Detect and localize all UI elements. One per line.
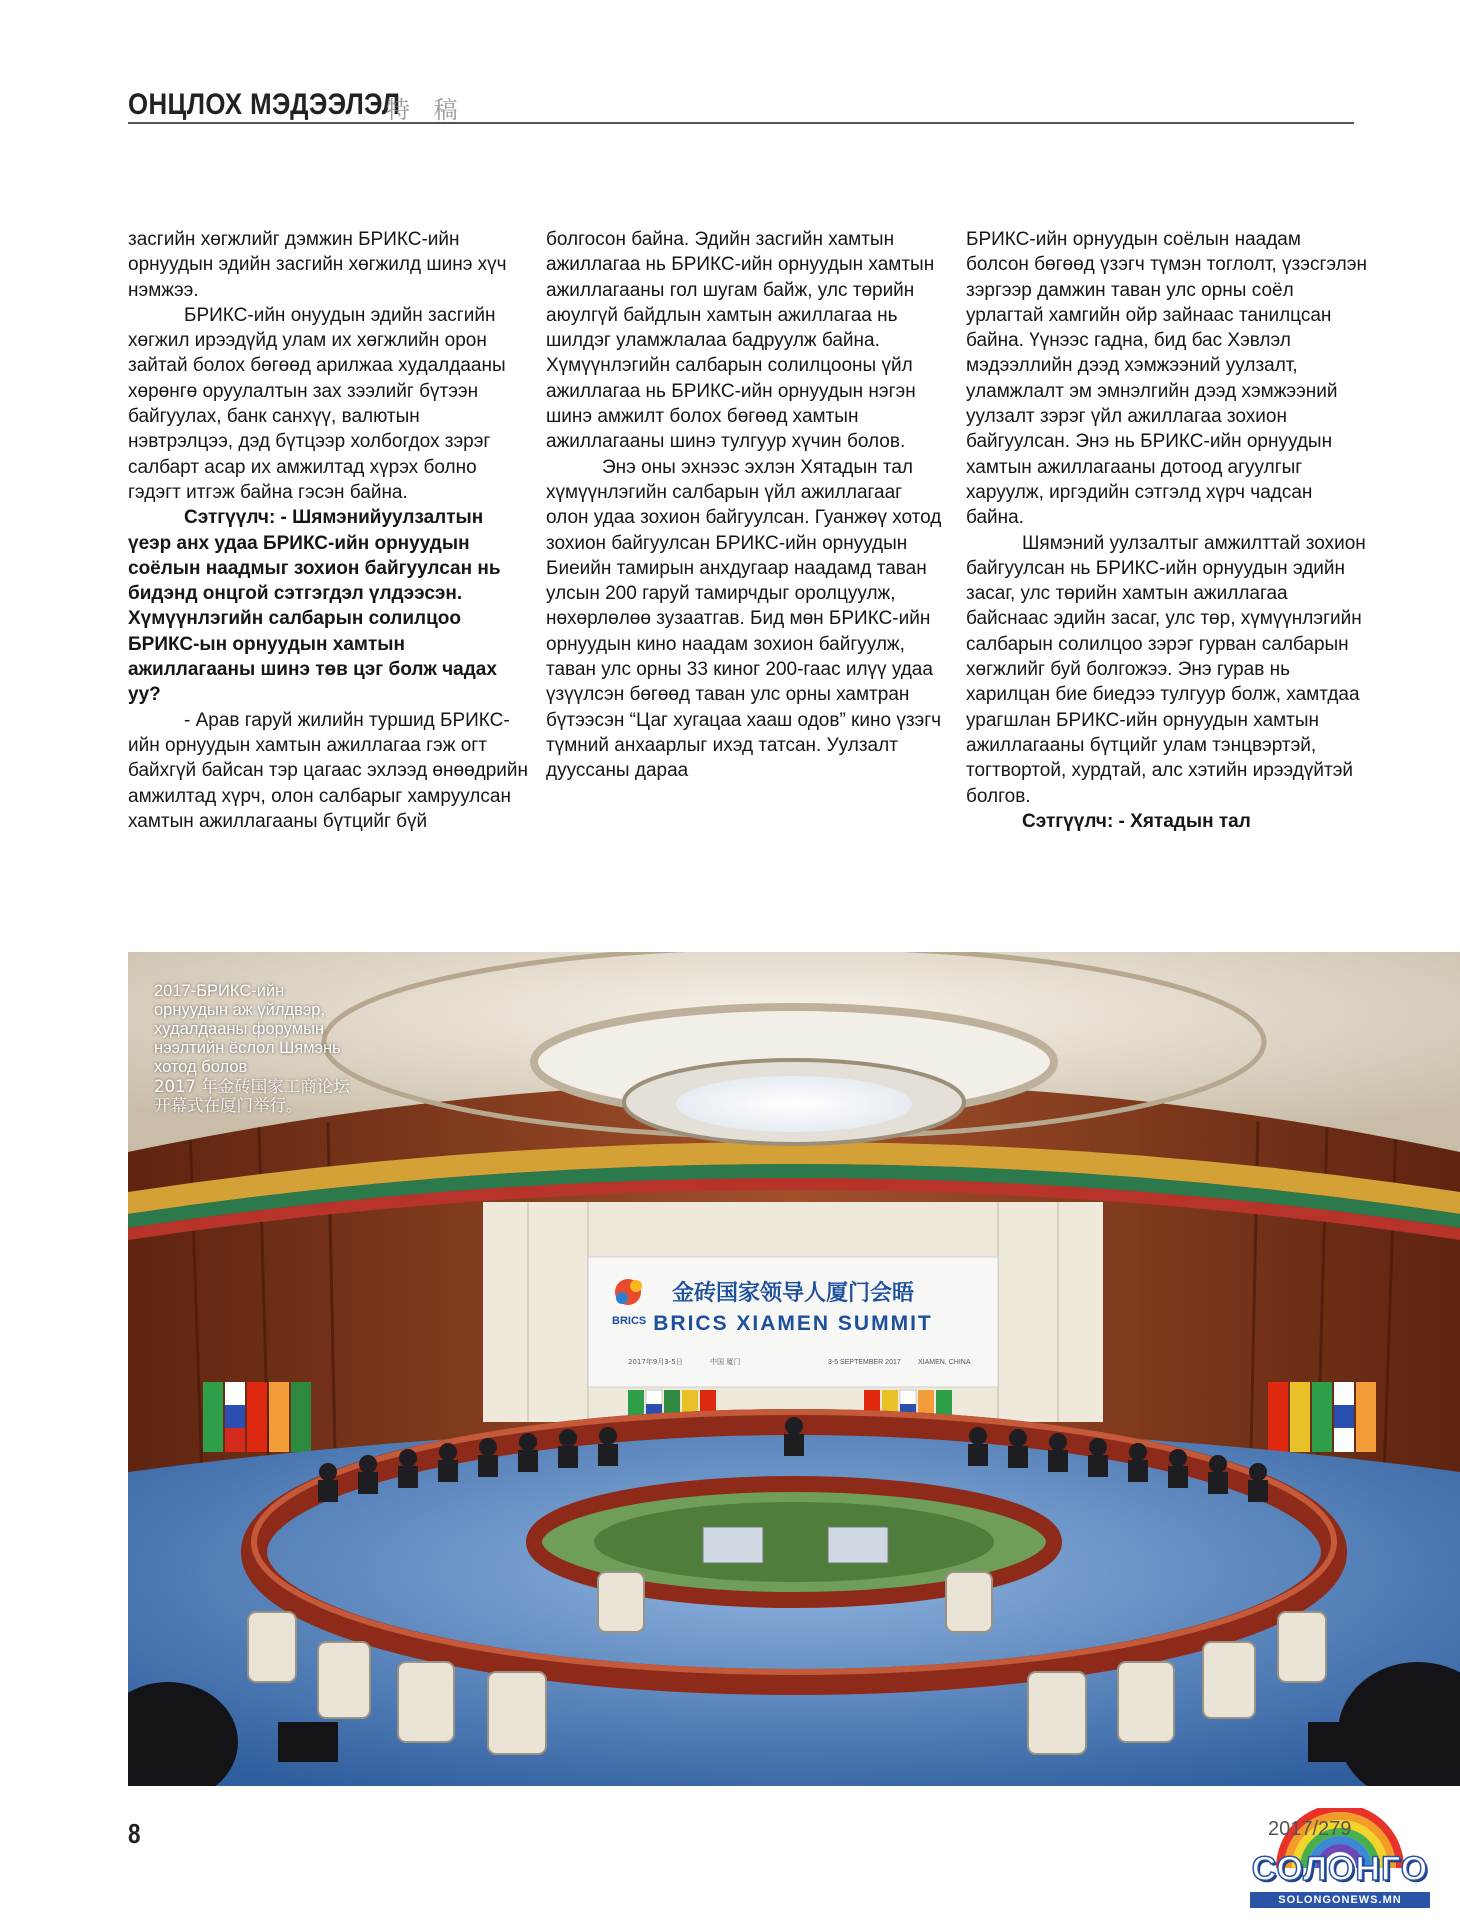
paragraph: БРИКС-ийн орнуудын соёлын наадам болсон бөгөөд үзэгч түмэн тоглолт, үзэсгэлэн зэргээр дамжин таван улс орны соёл урлагтай хамгийн ойр зайнаас танилцсан байна. Үүнээс гадна, бид бас Хэвлэл мэдээллийн дээд хэмжээний уулзалт, уламжлалт эм эмнэлгийн дээд хэмжээний уулзалт зэрэг үйл ажиллагаа зохион байгуулсан. Энэ нь БРИКС-ийн орнуудын хамтын ажиллагааны дотоод агуулгыг харуулж, иргэдийн сэтгэлд хүрч чадсан байна. xyxy=(966,229,1367,529)
section-header xyxy=(128,88,1354,124)
photo-caption-mn xyxy=(154,982,484,1077)
summit-photo xyxy=(128,952,1460,1786)
caption-line: худалдааны форумын xyxy=(154,1020,325,1038)
paragraph: Шямэний уулзалтыг амжилттай зохион байгуулсан нь БРИКС-ийн орнуудын эдийн засаг, улс төрийн хамтын ажиллагаа байснаас эдийн засаг, улс төр, хүмүүнлэгийн салбарын солилцоо зэрэг гурван салбарын хөгжлийг буй болгожээ. Энэ гурав нь харилцан бие биедээ тулгуур болж, хамтдаа урагшлан БРИКС-ийн орнуудын хамтын ажиллагааны бүтцийг улам тэнцвэртэй, тогтвортой, хурдтай, алс хэтийн ирээдүйтэй болгов. xyxy=(966,532,1366,807)
banner-title-en: BRICS XIAMEN SUMMIT xyxy=(653,1312,933,1335)
banner-logo-text: BRICS xyxy=(612,1315,647,1327)
banner-title-cn: 金砖国家领导人厦门会晤 xyxy=(671,1281,915,1306)
page-number: 8 xyxy=(128,1818,141,1849)
photo-caption-cn xyxy=(154,1077,484,1115)
article-column-3 xyxy=(966,227,1368,834)
banner-date-left: 2017年9月3-5日 xyxy=(628,1358,683,1366)
paragraph: Сэтгүүлч: - Хятадын тал xyxy=(1022,810,1251,832)
banner-place-en: XIAMEN, CHINA xyxy=(918,1359,971,1366)
photo-caption xyxy=(154,982,484,1115)
paragraph: засгийн хөгжлийг дэмжин БРИКС-ийн орнуудын эдийн засгийн хөгжилд шинэ хүч нэмжээ. xyxy=(128,229,507,301)
flags-left xyxy=(203,1382,311,1452)
paragraph: БРИКС-ийн онуудын эдийн засгийн хөгжил ирээдүйд улам их хөгжлийн орон зайтай болох бөгөөд арилжаа худалдааны хөрөнгө оруулалтын зах зээлийг бүтээн байгуулах, банк санхүү, валютын нэвтрэлцээ, дэд бүтцээр холбогдох зэрэг салбарт асар их амжилтад хүрэх болно гэдэгт итгэж байна гэсэн байна. xyxy=(128,304,506,503)
logo-url: SOLONGONEWS.MN xyxy=(1250,1892,1430,1908)
paragraph: болгосон байна. Эдийн засгийн хамтын ажиллагаа нь БРИКС-ийн орнуудын хамтын ажиллагааны гол шугам байж, улс төрийн аюулгүй байдлын хамтын ажиллагаа нь шилдэг уламжлалаа бадруулж байна. Хүмүүнлэгийн салбарын солилцооны үйл ажиллагаа нь БРИКС-ийн орнуудын нэгэн шинэ амжилт болох бөгөөд хамтын ажиллагааны шинэ тулгуур хүчин болов. xyxy=(546,229,935,453)
caption-line-cn: 开幕式在厦门举行。 xyxy=(154,1096,303,1115)
flags-right xyxy=(1268,1382,1376,1452)
caption-line: 2017-БРИКС-ийн xyxy=(154,982,285,1000)
article-column-2 xyxy=(546,227,948,784)
caption-line-cn: 2017 年金砖国家工商论坛 xyxy=(154,1077,350,1096)
logo-name: СОЛОНГО xyxy=(1251,1850,1429,1888)
section-title: ОНЦЛОХ МЭДЭЭЛЭЛ xyxy=(128,88,401,121)
banner-date-right: 3-5 SEPTEMBER 2017 xyxy=(828,1359,901,1366)
banner-place-cn: 中国 厦门 xyxy=(710,1358,741,1366)
paragraph: - Арав гаруй жилийн туршид БРИКС-ийн орнуудын хамтын ажиллагаа гэж огт байхгүй байсан тэр цагаас эхлээд өнөөдрийн амжилтад хүрч, олон салбарыг хамруулсан хамтын ажиллагааны бүтцийг бүй xyxy=(128,709,529,832)
caption-line: хотод болов xyxy=(154,1058,248,1076)
article-column-1 xyxy=(128,227,530,834)
issue-number: 2017/279 xyxy=(1268,1818,1352,1840)
caption-line: нээлтийн ёслол Шямэнь xyxy=(154,1039,341,1057)
paragraph: Сэтгүүлч: - Шямэнийуулзалтын үеэр анх удаа БРИКС-ийн орнуудын соёлын наадмыг зохион байгуулсан нь бидэнд онцгой сэтгэгдэл үлдээсэн. Хүмүүнлэгийн салбарын солилцоо БРИКС-ын орнуудын хамтын ажиллагааны шинэ төв цэг болж чадах уу? xyxy=(128,507,501,706)
caption-line: орнуудын аж үйлдвэр, xyxy=(154,1001,326,1019)
paragraph: Энэ оны эхнээс эхлэн Хятадын тал хүмүүнлэгийн салбарын үйл ажиллагааг олон удаа зохион байгуулсан. Гуанжөү хотод зохион байгуулсан БРИКС-ийн орнуудын Биеийн тамирын анхдугаар наадамд таван улсын 200 гаруй тамирчдыг оролцуулж, нөхөрлөлөө зузаатгав. Бид мөн БРИКС-ийн орнуудын кино наадам зохион байгуулж, таван улс орны 33 киног 200-гаас илүү удаа үзүүлсэн бөгөөд таван улс орны хамтран бүтээсэн “Цаг хугацаа хааш одов” кино үзэгч түмний анхаарлыг ихэд татсан. Уулзалт дууссаны дараа xyxy=(546,456,942,782)
solongo-logo xyxy=(1250,1808,1430,1918)
section-title-cn: 特 稿 xyxy=(386,96,466,124)
